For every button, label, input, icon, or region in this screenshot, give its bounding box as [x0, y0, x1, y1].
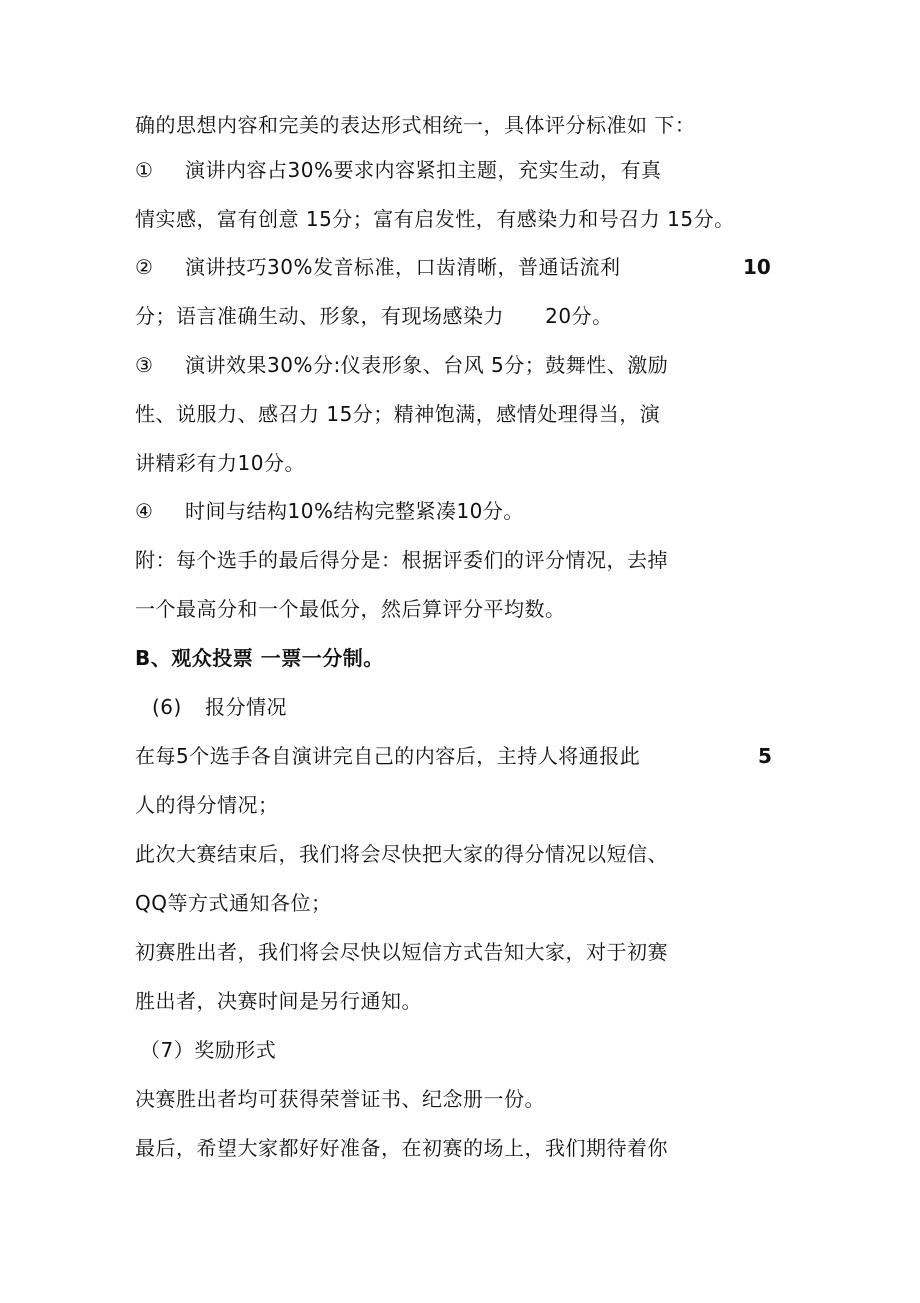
paragraph-line-12: B、观众投票 一票一分制。 — [135, 646, 384, 670]
list-item-1-text: 演讲内容占30%要求内容紧扣主题，充实生动，有真 — [185, 158, 662, 182]
section-heading-7: （7）奖励形式 — [140, 1038, 277, 1062]
section-number-6: (6) — [152, 695, 182, 719]
list-marker-3: ③ — [135, 353, 153, 377]
list-item-2-text: 演讲技巧30%发音标准，口齿清晰，普通话流利 — [185, 255, 621, 279]
paragraph-line-22: 最后，希望大家都好好准备，在初赛的场上，我们期待着你 — [135, 1136, 668, 1160]
paragraph-line-14-right-number: 5 — [758, 744, 772, 768]
paragraph-line-11: 一个最高分和一个最低分，然后算评分平均数。 — [135, 597, 566, 621]
paragraph-line-3: 情实感，富有创意 15分；富有启发性，有感染力和号召力 15分。 — [135, 207, 735, 231]
paragraph-line-18: 初赛胜出者，我们将会尽快以短信方式告知大家，对于初赛 — [135, 940, 668, 964]
paragraph-line-19: 胜出者，决赛时间是另行通知。 — [135, 989, 422, 1013]
paragraph-line-8: 讲精彩有力10分。 — [135, 451, 305, 475]
paragraph-line-14: 在每5个选手各自演讲完自己的内容后，主持人将通报此 — [135, 744, 641, 768]
section-heading-6: 报分情况 — [205, 695, 287, 719]
paragraph-line-21: 决赛胜出者均可获得荣誉证书、纪念册一份。 — [135, 1087, 545, 1111]
paragraph-line-16: 此次大赛结束后，我们将会尽快把大家的得分情况以短信、 — [135, 842, 668, 866]
list-item-2-right-number: 10 — [743, 255, 771, 279]
list-marker-4: ④ — [135, 499, 153, 523]
list-item-4-text: 时间与结构10%结构完整紧凑10分。 — [185, 499, 524, 523]
paragraph-line-15: 人的得分情况； — [135, 793, 279, 817]
list-marker-1: ① — [135, 158, 153, 182]
paragraph-line-7: 性、说服力、感召力 15分；精神饱满，感情处理得当，演 — [135, 402, 661, 426]
paragraph-line-10: 附：每个选手的最后得分是：根据评委们的评分情况，去掉 — [135, 548, 668, 572]
paragraph-line-5: 分；语言准确生动、形象，有现场感染力 20分。 — [135, 304, 613, 328]
list-marker-2: ② — [135, 255, 153, 279]
paragraph-line-17: QQ等方式通知各位； — [135, 891, 332, 915]
paragraph-line-1: 确的思想内容和完美的表达形式相统一，具体评分标准如 下： — [135, 113, 696, 137]
list-item-3-text: 演讲效果30%分:仪表形象、台风 5分；鼓舞性、激励 — [185, 353, 669, 377]
